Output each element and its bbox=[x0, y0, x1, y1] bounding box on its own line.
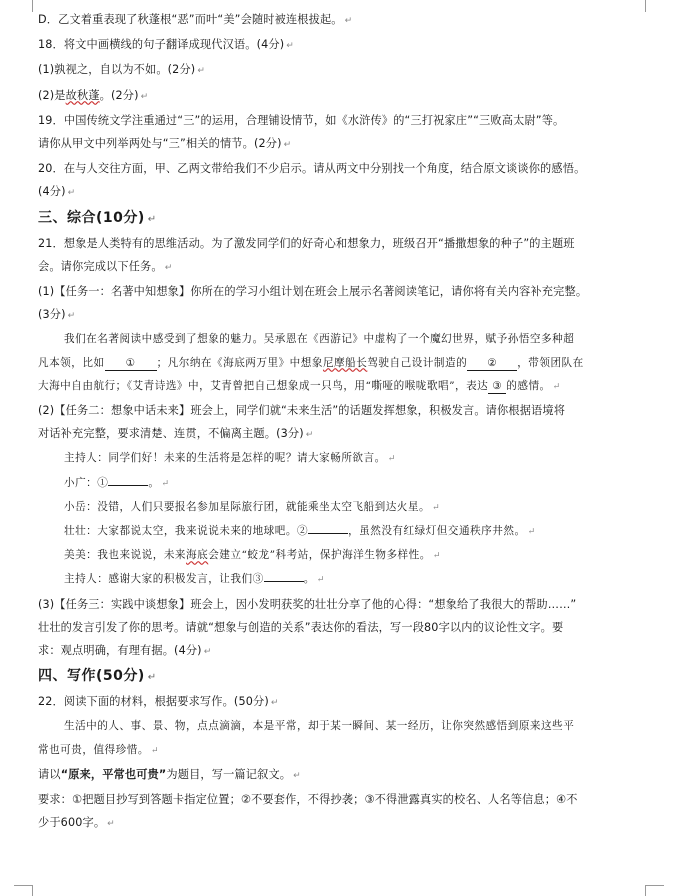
essay-title-instruction: 请以“原来，平常也可贵”为题目，写一篇记叙文。 ↵ bbox=[38, 767, 301, 781]
task3-line-1: (3)【任务三：实践中谈想象】班会上，因小发明获奖的壮壮分享了他的心得：“想象给了我很大的帮助……” bbox=[38, 597, 577, 611]
q20-line-1: 20．在与人交往方面，甲、乙两文带给我们不少启示。请从两文中分别找一个角度，结合原文谈谈你的感悟。 bbox=[38, 162, 586, 176]
notes-line-2: 凡本领，比如 ① ；凡尔纳在《海底两万里》中想象尼摩船长驾驶自己设计制造的 ② ，带领团队在 bbox=[38, 356, 584, 369]
notes-line-1: 我们在名著阅读中感受到了想象的魅力。吴承恩在《西游记》中虚构了一个魔幻世界，赋予孙悟空多种超 bbox=[64, 333, 575, 346]
crop-mark-top-left bbox=[14, 0, 33, 12]
task1-line-2: (3分) ↵ bbox=[38, 308, 76, 322]
q18-item-2: (2)是故秋蓬。(2分) ↵ bbox=[38, 88, 149, 102]
q20-line-2: (4分) ↵ bbox=[38, 185, 76, 199]
task3-line-2: 壮壮的发言引发了你的思考。请就“想象与创造的关系”表达你的看法，写一段80字以内的议论性文字。要 bbox=[38, 620, 564, 634]
q18-item-1: (1)孰视之，自以为不如。(2分) ↵ bbox=[38, 63, 206, 77]
requirements-line-2: 少于600字。 ↵ bbox=[38, 816, 115, 830]
task3-line-3: 求：观点明确，有理有据。(4分) ↵ bbox=[38, 644, 212, 658]
task2-line-2: 对话补充完整，要求清楚、连贯，不偏离主题。(3分) ↵ bbox=[38, 427, 314, 441]
dialog-host-1: 主持人：同学们好！未来的生活将是怎样的呢？请大家畅所欲言。 ↵ bbox=[64, 452, 396, 465]
material-line-1: 生活中的人、事、景、物，点点滴滴，本是平常，却于某一瞬间、某一经历，让你突然感悟到原来这些平 bbox=[64, 720, 575, 733]
blank-dialog-1 bbox=[108, 485, 148, 486]
section-3-heading: 三、综合(10分) ↵ bbox=[38, 209, 157, 226]
q19-line-2: 请你从甲文中列举两处与“三”相关的情节。(2分) ↵ bbox=[38, 137, 292, 151]
task1-line-1: (1)【任务一：名著中知想象】你所在的学习小组计划在班会上展示名著阅读笔记，请你将有关内容补充完整。 bbox=[38, 285, 588, 299]
dialog-zhuangzhuang: 壮壮：大家都说太空，我来说说未来的地球吧。② ，虽然没有红绿灯但交通秩序井然。 ↵ bbox=[64, 525, 536, 538]
dialog-xiaoyue: 小岳：没错，人们只要报名参加星际旅行团，就能乘坐太空飞船到达火星。 ↵ bbox=[64, 500, 441, 513]
blank-1: ① bbox=[105, 356, 157, 371]
dialog-host-2: 主持人：感谢大家的积极发言，让我们③ 。 ↵ bbox=[64, 573, 325, 586]
dialog-xiaoguang: 小广：① 。 ↵ bbox=[64, 476, 170, 489]
section-4-heading: 四、写作(50分) ↵ bbox=[38, 668, 157, 685]
notes-line-3: 大海中自由航行；《艾青诗选》中，艾青曾把自己想象成一只鸟，用“嘶哑的喉咙歌唱”，表达 ③ 的感情。 ↵ bbox=[38, 379, 561, 392]
crop-mark-bottom-right bbox=[645, 885, 664, 896]
exam-page bbox=[38, 8, 664, 837]
crop-mark-bottom-left bbox=[14, 885, 33, 896]
q22-prompt: 22．阅读下面的材料，根据要求写作。(50分) ↵ bbox=[38, 695, 279, 709]
task2-line-1: (2)【任务二：想象中话未来】班会上，同学们就“未来生活”的话题发挥想象，积极发言。请你根据语境将 bbox=[38, 404, 566, 418]
blank-3: ③ bbox=[488, 379, 506, 394]
material-line-2: 常也可贵，值得珍惜。 ↵ bbox=[38, 743, 159, 756]
q19-line-1: 19．中国传统文学注重通过“三”的运用，合理铺设情节，如《水浒传》的“三打祝家庄”“三败高太尉”等。 bbox=[38, 113, 565, 127]
q17-option-d: D．乙文着重表现了秋蓬根“恶”而叶“美”会随时被连根拔起。 ↵ bbox=[38, 13, 353, 26]
q21-line-2: 会。请你完成以下任务。 ↵ bbox=[38, 259, 173, 273]
requirements-line-1: 要求：①把题目抄写到答题卡指定位置；②不要套作，不得抄袭；③不得泄露真实的校名、人名等信息；④不 bbox=[38, 793, 578, 807]
dialog-meimei: 美美：我也来说说，未来海底会建立“蛟龙”科考站，保护海洋生物多样性。 ↵ bbox=[64, 549, 441, 562]
blank-dialog-2 bbox=[308, 533, 348, 534]
blank-dialog-3 bbox=[264, 581, 304, 582]
q18-prompt: 18．将文中画横线的句子翻译成现代汉语。(4分) ↵ bbox=[38, 38, 294, 52]
q21-line-1: 21．想象是人类特有的思维活动。为了激发同学们的好奇心和想象力，班级召开“播撒想象的种子”的主题班 bbox=[38, 236, 575, 250]
blank-2: ② bbox=[467, 356, 517, 371]
